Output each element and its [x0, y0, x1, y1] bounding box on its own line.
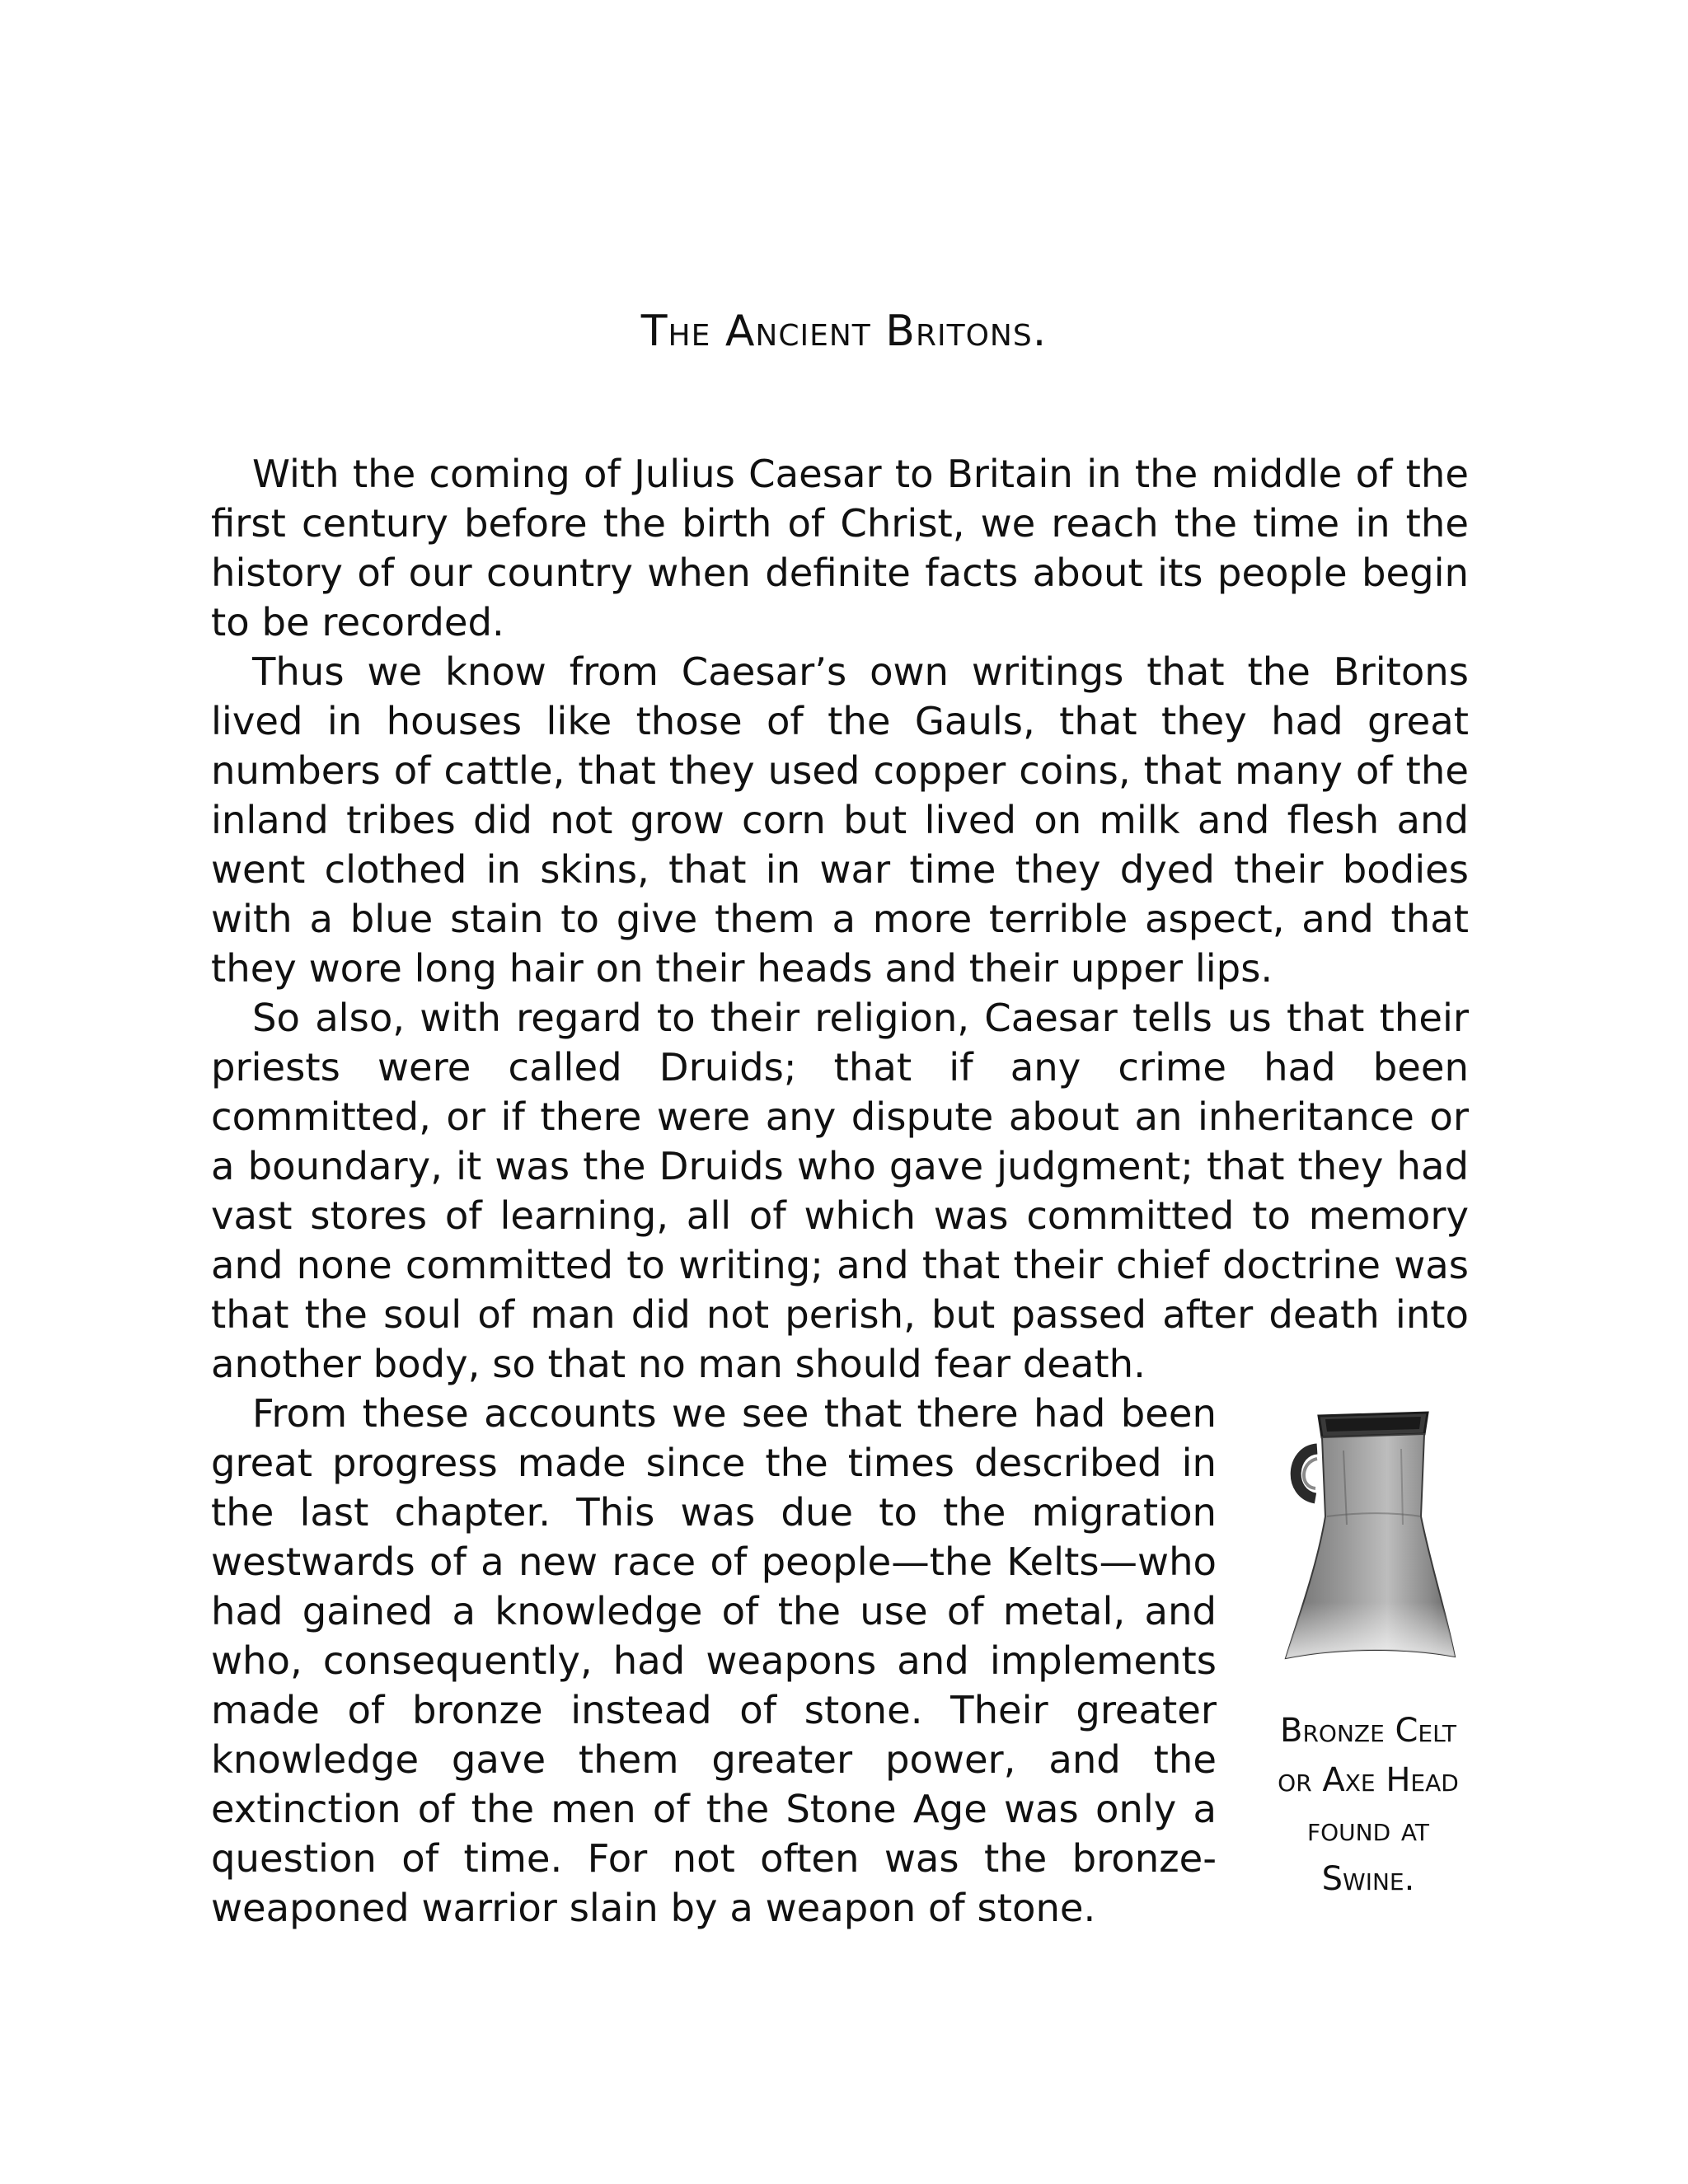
- caption-line: Bronze Celt: [1280, 1712, 1456, 1750]
- page-title: The Ancient Britons.: [640, 307, 1048, 356]
- caption-line: found at: [1307, 1811, 1429, 1849]
- bronze-celt-illustration: [1278, 1401, 1459, 1669]
- figure-caption: [1249, 1706, 1488, 1904]
- paragraph: From these accounts we see that there had been great progress made since the times described in the last chapter. This was due to the migration westwards of a new race of people—the Kelts—who had gained a knowledge of the use of metal, and who, consequently, had weapons and implements made of bronze instead of stone. Their greater knowledge gave them greater power, and the extinction of the men of the Stone Age was only a question of time. For not often was the bronze-weaponed warrior slain by a weapon of stone.: [211, 1391, 1217, 1930]
- axe-head-figure: [1249, 1401, 1488, 1904]
- paragraph: With the coming of Julius Caesar to Britain in the middle of the first century before the birth of Christ, we reach the time in the history of our country when definite facts about its people begin to be recorded.: [211, 452, 1469, 644]
- paragraph: Thus we know from Caesar’s own writings that the Britons lived in houses like those of the Gauls, that they had great numbers of cattle, that they used copper coins, that many of the inland tribes did not grow corn but lived on milk and flesh and went clothed in skins, that in war time they dyed their bodies with a blue stain to give them a more terrible aspect, and that they wore long hair on their heads and their upper lips.: [211, 649, 1469, 991]
- paragraph: So also, with regard to their religion, Caesar tells us that their priests were called Druids; that if any crime had been committed, or if there were any dispute about an inheritance or a boundary, it was the Druids who gave judgment; that they had vast stores of learning, all of which was committed to memory and none committed to writing; and that their chief doctrine was that the soul of man did not perish, but passed after death into another body, so that no man should fear death.: [211, 996, 1469, 1386]
- caption-line: Swine.: [1321, 1860, 1415, 1898]
- caption-line: or Axe Head: [1278, 1761, 1459, 1799]
